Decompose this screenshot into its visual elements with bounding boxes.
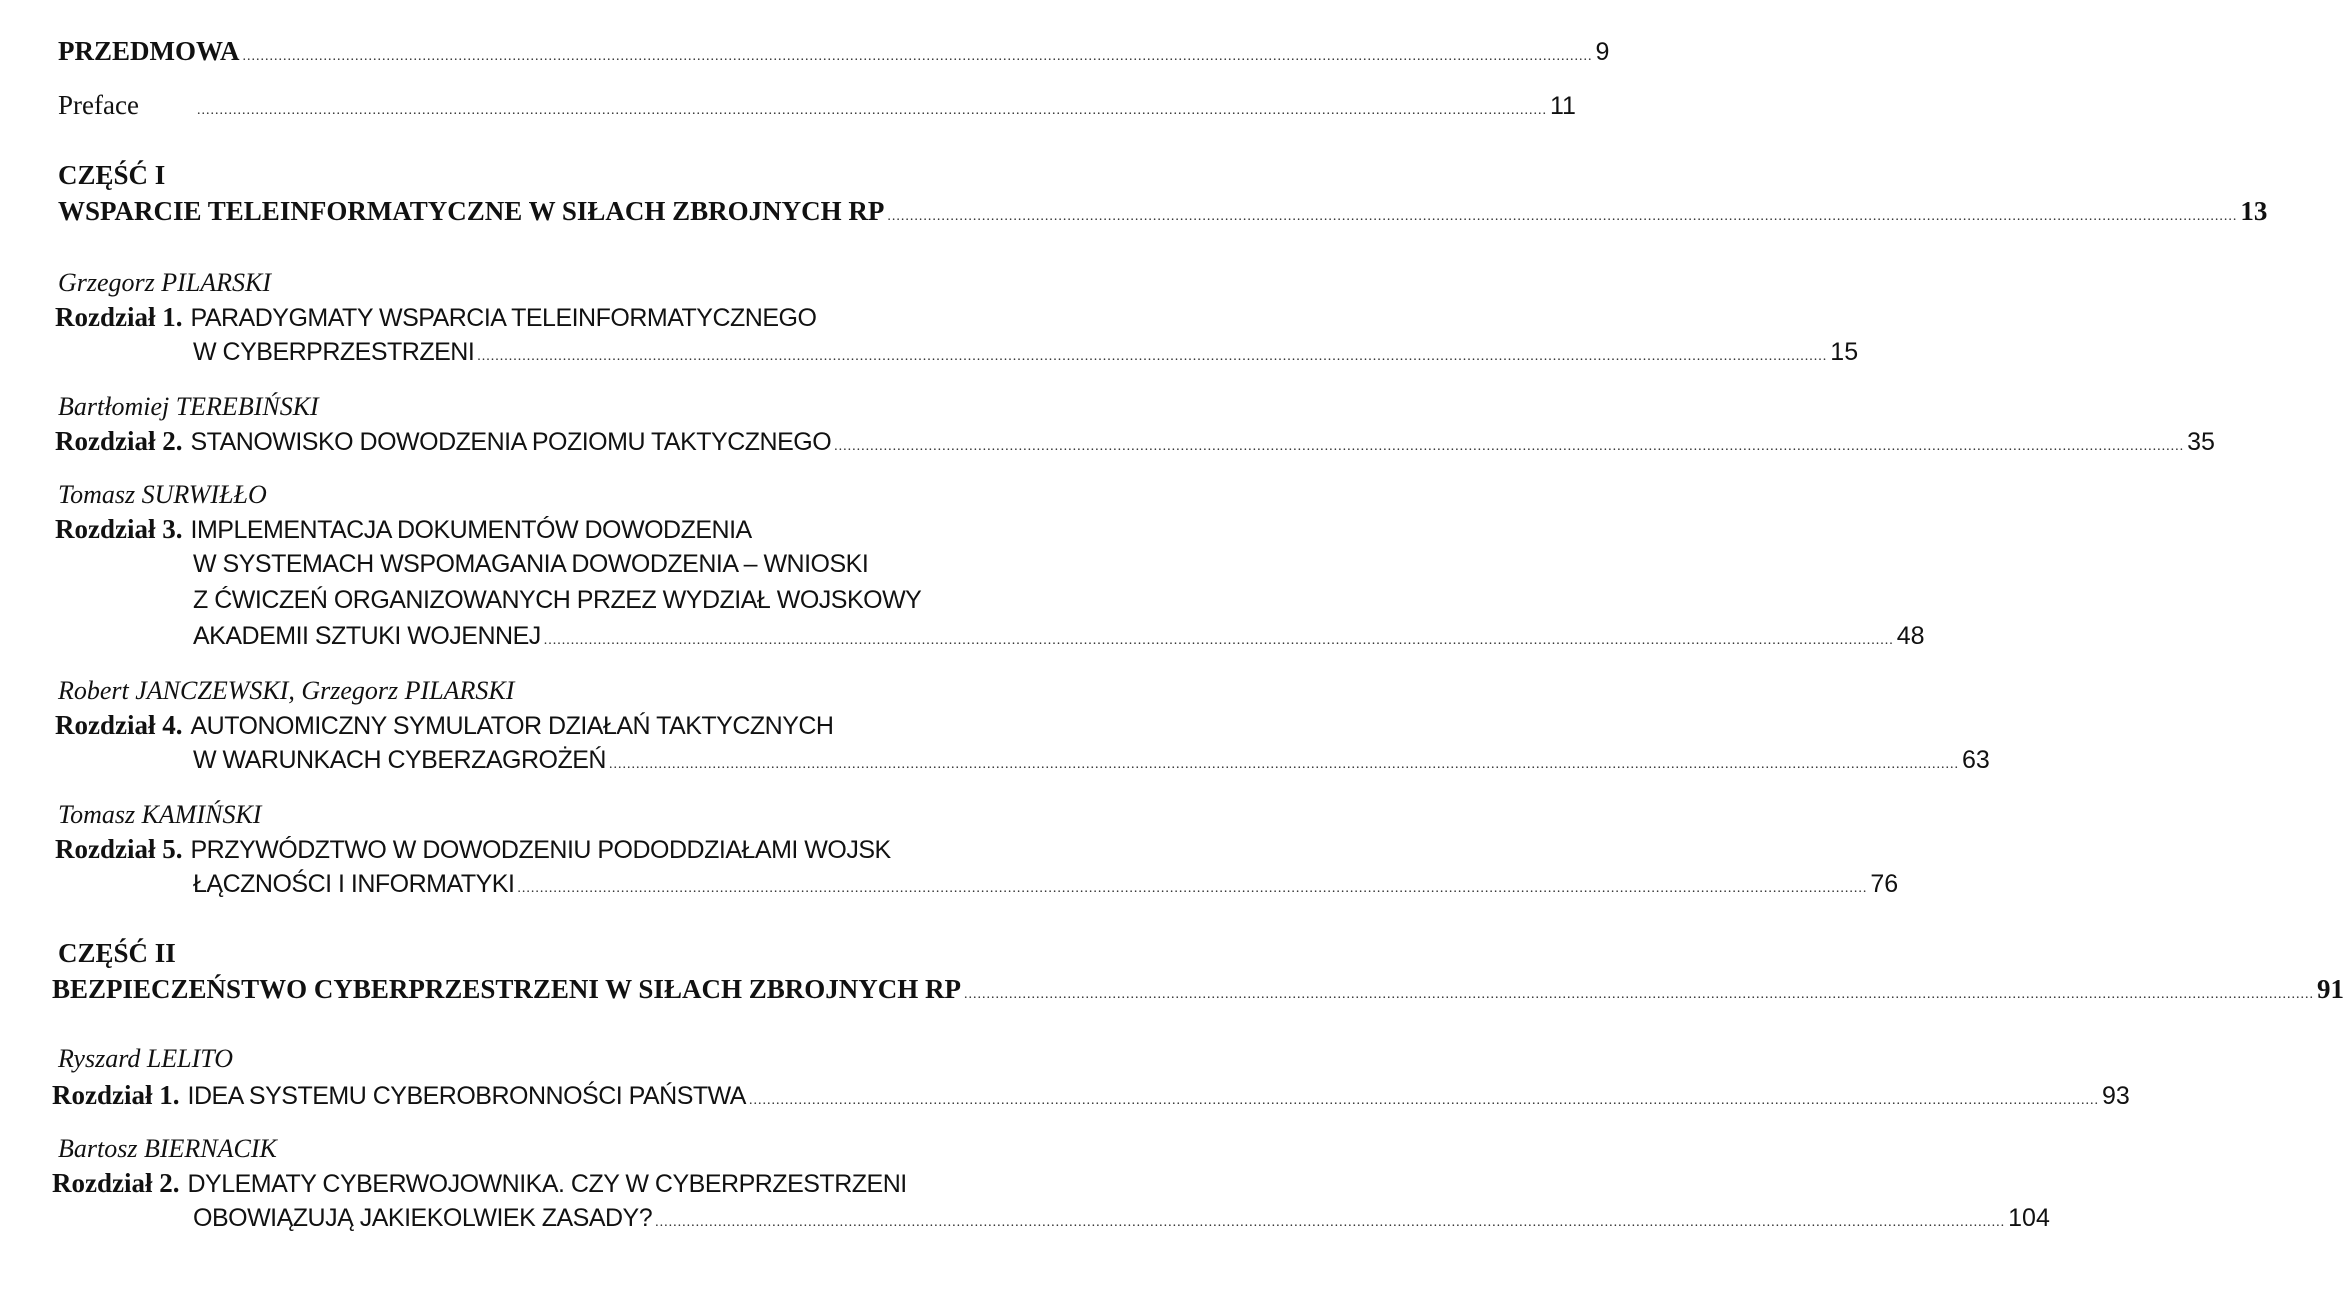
page-number: 93 [2101, 1082, 2130, 1110]
toc-entry-przedmowa[interactable] [58, 36, 1610, 67]
leader-dots: ............................................................................................................................................................................................................................................................................................................ [197, 103, 1547, 118]
page-number: 35 [2187, 428, 2215, 456]
chapter-title-line: OBOWIĄZUJĄ JAKIEKOLWIEK ZASADY? [193, 1204, 653, 1232]
chapter-label: Rozdział 2. [52, 1168, 180, 1198]
page-number: 11 [1550, 92, 1576, 120]
toc-entry-chapter[interactable] [55, 426, 2215, 457]
chapter-title-line: PRZYWÓDZTWO W DOWODZENIU PODODDZIAŁAMI WOJSK [190, 836, 891, 864]
chapter-title-line: AKADEMII SZTUKI WOJENNEJ [193, 622, 541, 650]
part-label: CZĘŚĆ II [58, 938, 176, 968]
leader-dots: ............................................................................................................................................................................................................................................................................................................ [517, 881, 1868, 896]
chapter-title-line: W SYSTEMACH WSPOMAGANIA DOWODZENIA – WNIOSKI [193, 550, 869, 578]
chapter-author: Bartłomiej TEREBIŃSKI [58, 392, 319, 421]
chapter-author: Tomasz SURWIŁŁO [58, 480, 267, 509]
toc-entry-chapter-cont[interactable] [193, 1204, 2050, 1233]
page-number: 48 [1896, 622, 1925, 650]
chapter-title-line: IDEA SYSTEMU CYBEROBRONNOŚCI PAŃSTWA [187, 1082, 746, 1110]
chapter-label: Rozdział 1. [52, 1080, 180, 1110]
toc-entry-chapter[interactable] [55, 514, 752, 545]
chapter-title-line: STANOWISKO DOWODZENIA POZIOMU TAKTYCZNEGO [190, 428, 832, 456]
chapter-author: Grzegorz PILARSKI [58, 268, 272, 297]
chapter-title-line: DYLEMATY CYBERWOJOWNIKA. CZY W CYBERPRZESTRZENI [187, 1170, 907, 1198]
leader-dots: ............................................................................................................................................................................................................................................................................................................ [887, 209, 2238, 224]
page-number: 91 [2316, 974, 2344, 1004]
toc-entry-chapter-cont[interactable] [193, 746, 1990, 775]
chapter-title-line: ŁĄCZNOŚCI I INFORMATYKI [193, 870, 515, 898]
page-number: 104 [2008, 1204, 2050, 1232]
toc-entry-preface[interactable] [58, 90, 1576, 121]
chapter-title-line: IMPLEMENTACJA DOKUMENTÓW DOWODZENIA [190, 516, 752, 544]
toc-entry-chapter[interactable] [55, 834, 891, 865]
chapter-author: Tomasz KAMIŃSKI [58, 800, 262, 829]
part-label: CZĘŚĆ I [58, 160, 166, 190]
leader-dots: ............................................................................................................................................................................................................................................................................................................ [655, 1215, 2006, 1230]
chapter-author: Bartosz BIERNACIK [58, 1134, 277, 1163]
chapter-title-line: AUTONOMICZNY SYMULATOR DZIAŁAŃ TAKTYCZNYCH [190, 712, 834, 740]
chapter-title-line: W WARUNKACH CYBERZAGROŻEŃ [193, 746, 606, 774]
page-number: 63 [1961, 746, 1990, 774]
part-title: BEZPIECZEŃSTWO CYBERPRZESTRZENI W SIŁACH ZBROJNYCH RP [52, 974, 961, 1004]
toc-entry-chapter[interactable] [55, 302, 816, 333]
toc-entry-chapter-cont[interactable] [193, 622, 1925, 651]
chapter-label: Rozdział 2. [55, 426, 183, 456]
chapter-label: Rozdział 4. [55, 710, 183, 740]
toc-entry-chapter[interactable] [52, 1080, 2130, 1111]
toc-entry-part-1[interactable] [58, 196, 2268, 227]
leader-dots: ............................................................................................................................................................................................................................................................................................................ [242, 49, 1593, 64]
toc-entry-chapter[interactable] [55, 710, 833, 741]
leader-dots: ............................................................................................................................................................................................................................................................................................................ [608, 757, 1959, 772]
page-number: 15 [1830, 338, 1859, 366]
toc-entry-part-2[interactable] [52, 974, 2344, 1005]
leader-dots: ............................................................................................................................................................................................................................................................................................................ [543, 633, 1894, 648]
leader-dots: ............................................................................................................................................................................................................................................................................................................ [834, 439, 2185, 454]
chapter-title-line: Z ĆWICZEŃ ORGANIZOWANYCH PRZEZ WYDZIAŁ WOJSKOWY [193, 586, 922, 614]
toc-entry-chapter-cont[interactable] [193, 338, 1859, 367]
entry-title: PRZEDMOWA [58, 36, 240, 66]
part-title: WSPARCIE TELEINFORMATYCZNE W SIŁACH ZBROJNYCH RP [58, 196, 885, 226]
chapter-title-line: W CYBERPRZESTRZENI [193, 338, 475, 366]
chapter-title-line: PARADYGMATY WSPARCIA TELEINFORMATYCZNEGO [190, 304, 817, 332]
entry-title: Preface [58, 90, 139, 120]
page-number: 13 [2240, 196, 2268, 226]
page-number: 9 [1595, 38, 1610, 66]
chapter-label: Rozdział 3. [55, 514, 183, 544]
page-number: 76 [1870, 870, 1899, 898]
leader-dots: ............................................................................................................................................................................................................................................................................................................ [963, 987, 2314, 1002]
chapter-author: Ryszard LELITO [58, 1044, 234, 1073]
toc-entry-chapter[interactable] [52, 1168, 907, 1199]
chapter-label: Rozdział 5. [55, 834, 183, 864]
leader-dots: ............................................................................................................................................................................................................................................................................................................ [748, 1093, 2099, 1108]
leader-dots: ............................................................................................................................................................................................................................................................................................................ [477, 349, 1828, 364]
chapter-label: Rozdział 1. [55, 302, 183, 332]
chapter-author: Robert JANCZEWSKI, Grzegorz PILARSKI [58, 676, 515, 705]
toc-entry-chapter-cont[interactable] [193, 870, 1899, 899]
